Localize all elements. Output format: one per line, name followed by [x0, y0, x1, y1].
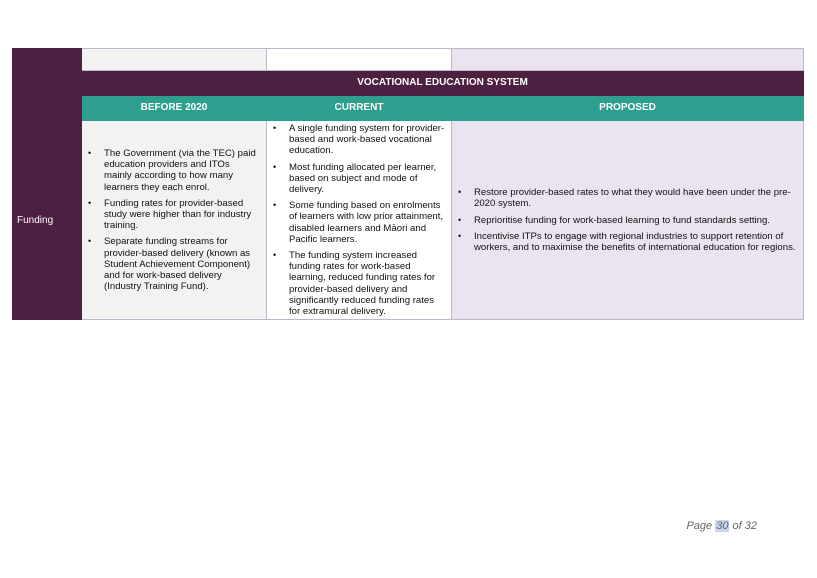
column-header-before: BEFORE 2020 [82, 96, 267, 121]
list-item: • Restore provider-based rates to what they would have been under the pre-2020 system. [458, 187, 791, 210]
bullet-icon: • [273, 200, 277, 211]
column-header-row [13, 96, 804, 121]
list-item: • Separate funding streams for provider-based delivery (known as Student Achievement Component) and for work-based delivery (Industry Training Fund). [88, 236, 251, 293]
before-top-cell [82, 49, 267, 71]
bullet-icon: • [458, 230, 462, 241]
list-item: • Most funding allocated per learner, based on subject and mode of delivery. [273, 161, 437, 196]
bullet-icon: • [273, 250, 277, 261]
bullet-icon: • [458, 187, 462, 198]
bullet-icon: • [88, 236, 92, 247]
current-cell [267, 121, 452, 320]
page-number-footer [686, 520, 757, 532]
current-page-number: 30 [716, 520, 729, 532]
before-cell [82, 121, 267, 320]
page-middle: of [729, 520, 745, 532]
proposed-list [452, 185, 803, 255]
row-label-header-cell [13, 49, 82, 121]
list-item: • Some funding based on enrolments of learners with low prior attainment, disabled learners and Māori and Pacific learners. [273, 200, 444, 245]
table-top-row [13, 49, 804, 71]
column-header-current: CURRENT [267, 96, 452, 121]
list-item: • A single funding system for provider-based and work-based vocational education. [273, 123, 445, 157]
system-heading: VOCATIONAL EDUCATION SYSTEM [82, 71, 804, 96]
total-pages: 32 [744, 520, 757, 532]
bullet-icon: • [273, 161, 277, 172]
list-item: • The funding system increased funding rates for work-based learning, reduced funding rates for provider-based delivery and significantly reduced funding rates for extramural delivery. [273, 250, 436, 318]
list-item: • Incentivise ITPs to engage with regional industries to support retention of workers, and to maximise the benefits of international education for regions. [458, 230, 796, 253]
row-label: Funding [17, 214, 54, 226]
column-header-proposed: PROPOSED [452, 96, 804, 121]
list-item: • Funding rates for provider-based study were higher than for industry training. [88, 197, 252, 232]
list-item: • Reprioritise funding for work-based learning to fund standards setting. [458, 214, 770, 226]
bullet-icon: • [88, 147, 92, 158]
current-top-cell [267, 49, 452, 71]
current-list [267, 121, 451, 319]
proposed-top-cell [452, 49, 804, 71]
bullet-icon: • [88, 197, 92, 208]
proposed-cell [452, 121, 804, 320]
page-prefix: Page [686, 520, 716, 532]
bullet-icon: • [458, 214, 462, 225]
before-list [82, 146, 266, 294]
system-heading-row [13, 71, 804, 96]
row-label-cell [13, 121, 82, 320]
bullet-icon: • [273, 123, 277, 133]
table-row [13, 121, 804, 320]
vocational-education-table [12, 48, 804, 320]
list-item: • The Government (via the TEC) paid education providers and ITOs mainly according to how many learners they each enrol. [88, 147, 256, 193]
